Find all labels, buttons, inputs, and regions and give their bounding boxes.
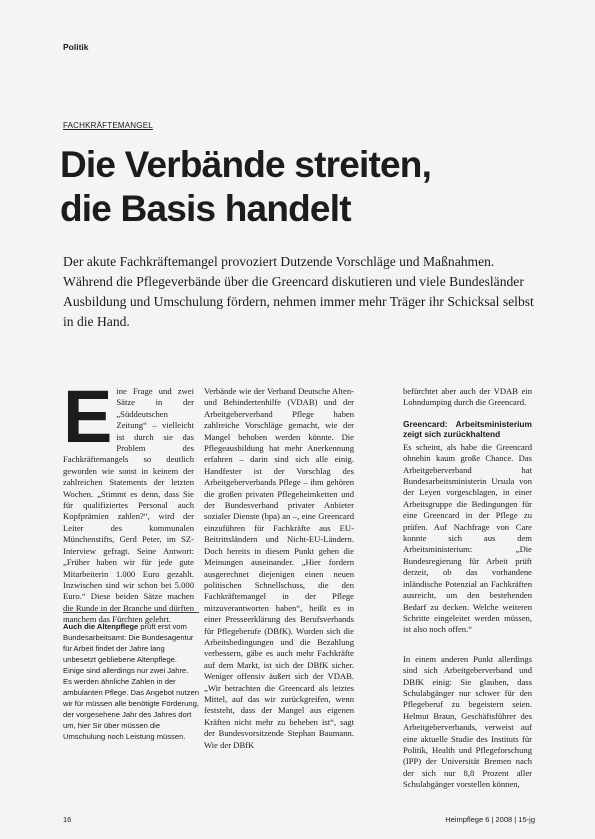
info-box (63, 612, 199, 781)
headline-line-1: Die Verbände streiten, (60, 144, 432, 185)
page-number: 16 (63, 815, 72, 824)
article-kicker: FACHKRÄFTEMANGEL (63, 121, 153, 130)
body-subhead: Greencard: Arbeitsministerium zeigt sich zurückhaltend (403, 418, 532, 440)
body-column-3 (403, 386, 532, 791)
article-lead: Der akute Fachkräftemangel provoziert Dutzende Vorschläge und Maßnahmen. Während die Pflegeverbände über die Greencard diskutieren und viele Bundesländer Ausbildung und Umschulung fördern, nehmen immer mehr Träger ihr Schicksal selbst in die Hand. (63, 254, 534, 329)
body-paragraph: In einem anderen Punkt allerdings sind sich Arbeitgeberverband und DBfK einig: Sie glauben, dass Schulabgänger nur schwer für den Pflegeberuf zu begeistern seien. Helmut Braun, Geschäftsführer des Arbeitgeberverbands, verweist auf eine aktuelle Studie des Instituts für Politik, Health und Pflegeforschung (IPP) der Universität Bremen nach der sich nur 8,8 Prozent aller Schulabgänger vorstellen können, (403, 653, 532, 790)
headline-line-2: die Basis handelt (60, 188, 351, 229)
body-column-2 (204, 386, 354, 751)
body-column-1 (63, 375, 194, 626)
body-paragraph: Verbände wie der Verband Deutsche Alten- und Behindertenhilfe (VDAB) und der Arbeitgeberverband Pflege haben zahlreiche Vorschläge gemacht, wie der Mangel behoben werden könnte. Die Pflegeausbildung hat mehr Anerkennung erfahren – darin sind sich alle einig. Handfester ist der Vorschlag des Arbeitgeberverbands Pflege – ihm gehören die großen privaten Pflegeheimketten und der Bundesverband privater Anbieter sozialer Dienste (bpa) an –, eine Greencard einzuführen für Fachkräfte aus EU-Beitrittsländern und Nicht-EU-Ländern. Doch bereits in diesem Punkt gehen die Meinungen auseinander. „Hier fordern ausgerechnet diejenigen einen neuen politischen Schnellschuss, die den Fachkräftemangel in der Pflege mitzuverantworten haben“, heißt es in einer Presseerklärung des Berufsverbands für Pflegeberufe (DBfK). Wurden sich die Arbeitsbedingungen und die Bezahlung verbessern, gäbe es auch mehr Fachkräfte auf dem Markt, ist sich der DBfK sicher. Weniger offensiv äußert sich der VDAB. „Wir betrachten die Greencard als letztes Mittel, auf das wir zurückgreifen, wenn feststeht, dass der Mangel aus eigenen Kräften nicht mehr zu beheben ist“, sagt der Bundesvorsitzende Stephan Baumann. Wie der DBfK (204, 386, 354, 750)
publication-info: Heimpflege 6 | 2008 | 15-jg (445, 815, 535, 824)
section-label: Politik (63, 42, 89, 52)
info-box-body: prüft erst vom Bundesarbeitsamt: Die Bundesagentur für Arbeit findet der Jahre lang unbesetzt gebliebene Altenpflege. Einige sind allerdings nur zwei Jahre. Es werden ähnliche Zahlen in der ambulanten Pflege. Das Angebot nutzen wir für müssen alle benötigte Förderung, der vorgesehene Jahr des Jahres dort um, hier Sir über müssen die Umschulung noch Leistung müssen. (63, 622, 199, 741)
drop-cap: E (63, 375, 113, 458)
body-paragraph: ine Frage und zwei Sätze in der „Süddeutschen Zeitung“ – vielleicht ist durch sie das Problem des Fachkräftemangels so deutlich geworden wie sonst in keinem der zahlreichen Statements der letzten Wochen. „Stimmt es denn, dass Sie für qualifiziertes Personal auch Kopfprämien zahlen?“, wird der Leiter des kommunalen Münchenstifts, Gerd Peter, im SZ-Interview gefragt. Seine Antwort: „Früher haben wir für jede gute Mitarbeiterin 1.000 Euro gezahlt. Inzwischen sind wir schon bei 5.000 Euro.“ Diese beiden Sätze machen die Runde in der Branche und dürften manchem das Fürchten gelehrt. (63, 386, 194, 625)
info-box-heading: Auch die Altenpflege (63, 622, 139, 631)
info-box-text (63, 621, 199, 742)
article-headline (60, 143, 540, 231)
body-paragraph: Es scheint, als habe die Greencard ohnehin kaum große Chance. Das Arbeitgeberverband hat Bundesarbeitsministerin Ursula von der Leyen vorgeschlagen, in einer Arbeitsgruppe die Bedingungen für eine Greencard in der Pflege zu prüfen. Auf Nachfrage von Care konnte sich aus dem Arbeitsministerium: „Die Bundesregierung für Arbeit prüft derzeit, ob das vorhandene inländische Potenzial an Fachkräften ausreicht, um den bestehenden Bedarf zu decken. Welche weiteren Schritte eingeleitet werden müssen, ist also noch offen.“ (403, 441, 532, 635)
body-paragraph: befürchtet aber auch der VDAB ein Lohndumping durch die Greencard. (403, 386, 532, 408)
